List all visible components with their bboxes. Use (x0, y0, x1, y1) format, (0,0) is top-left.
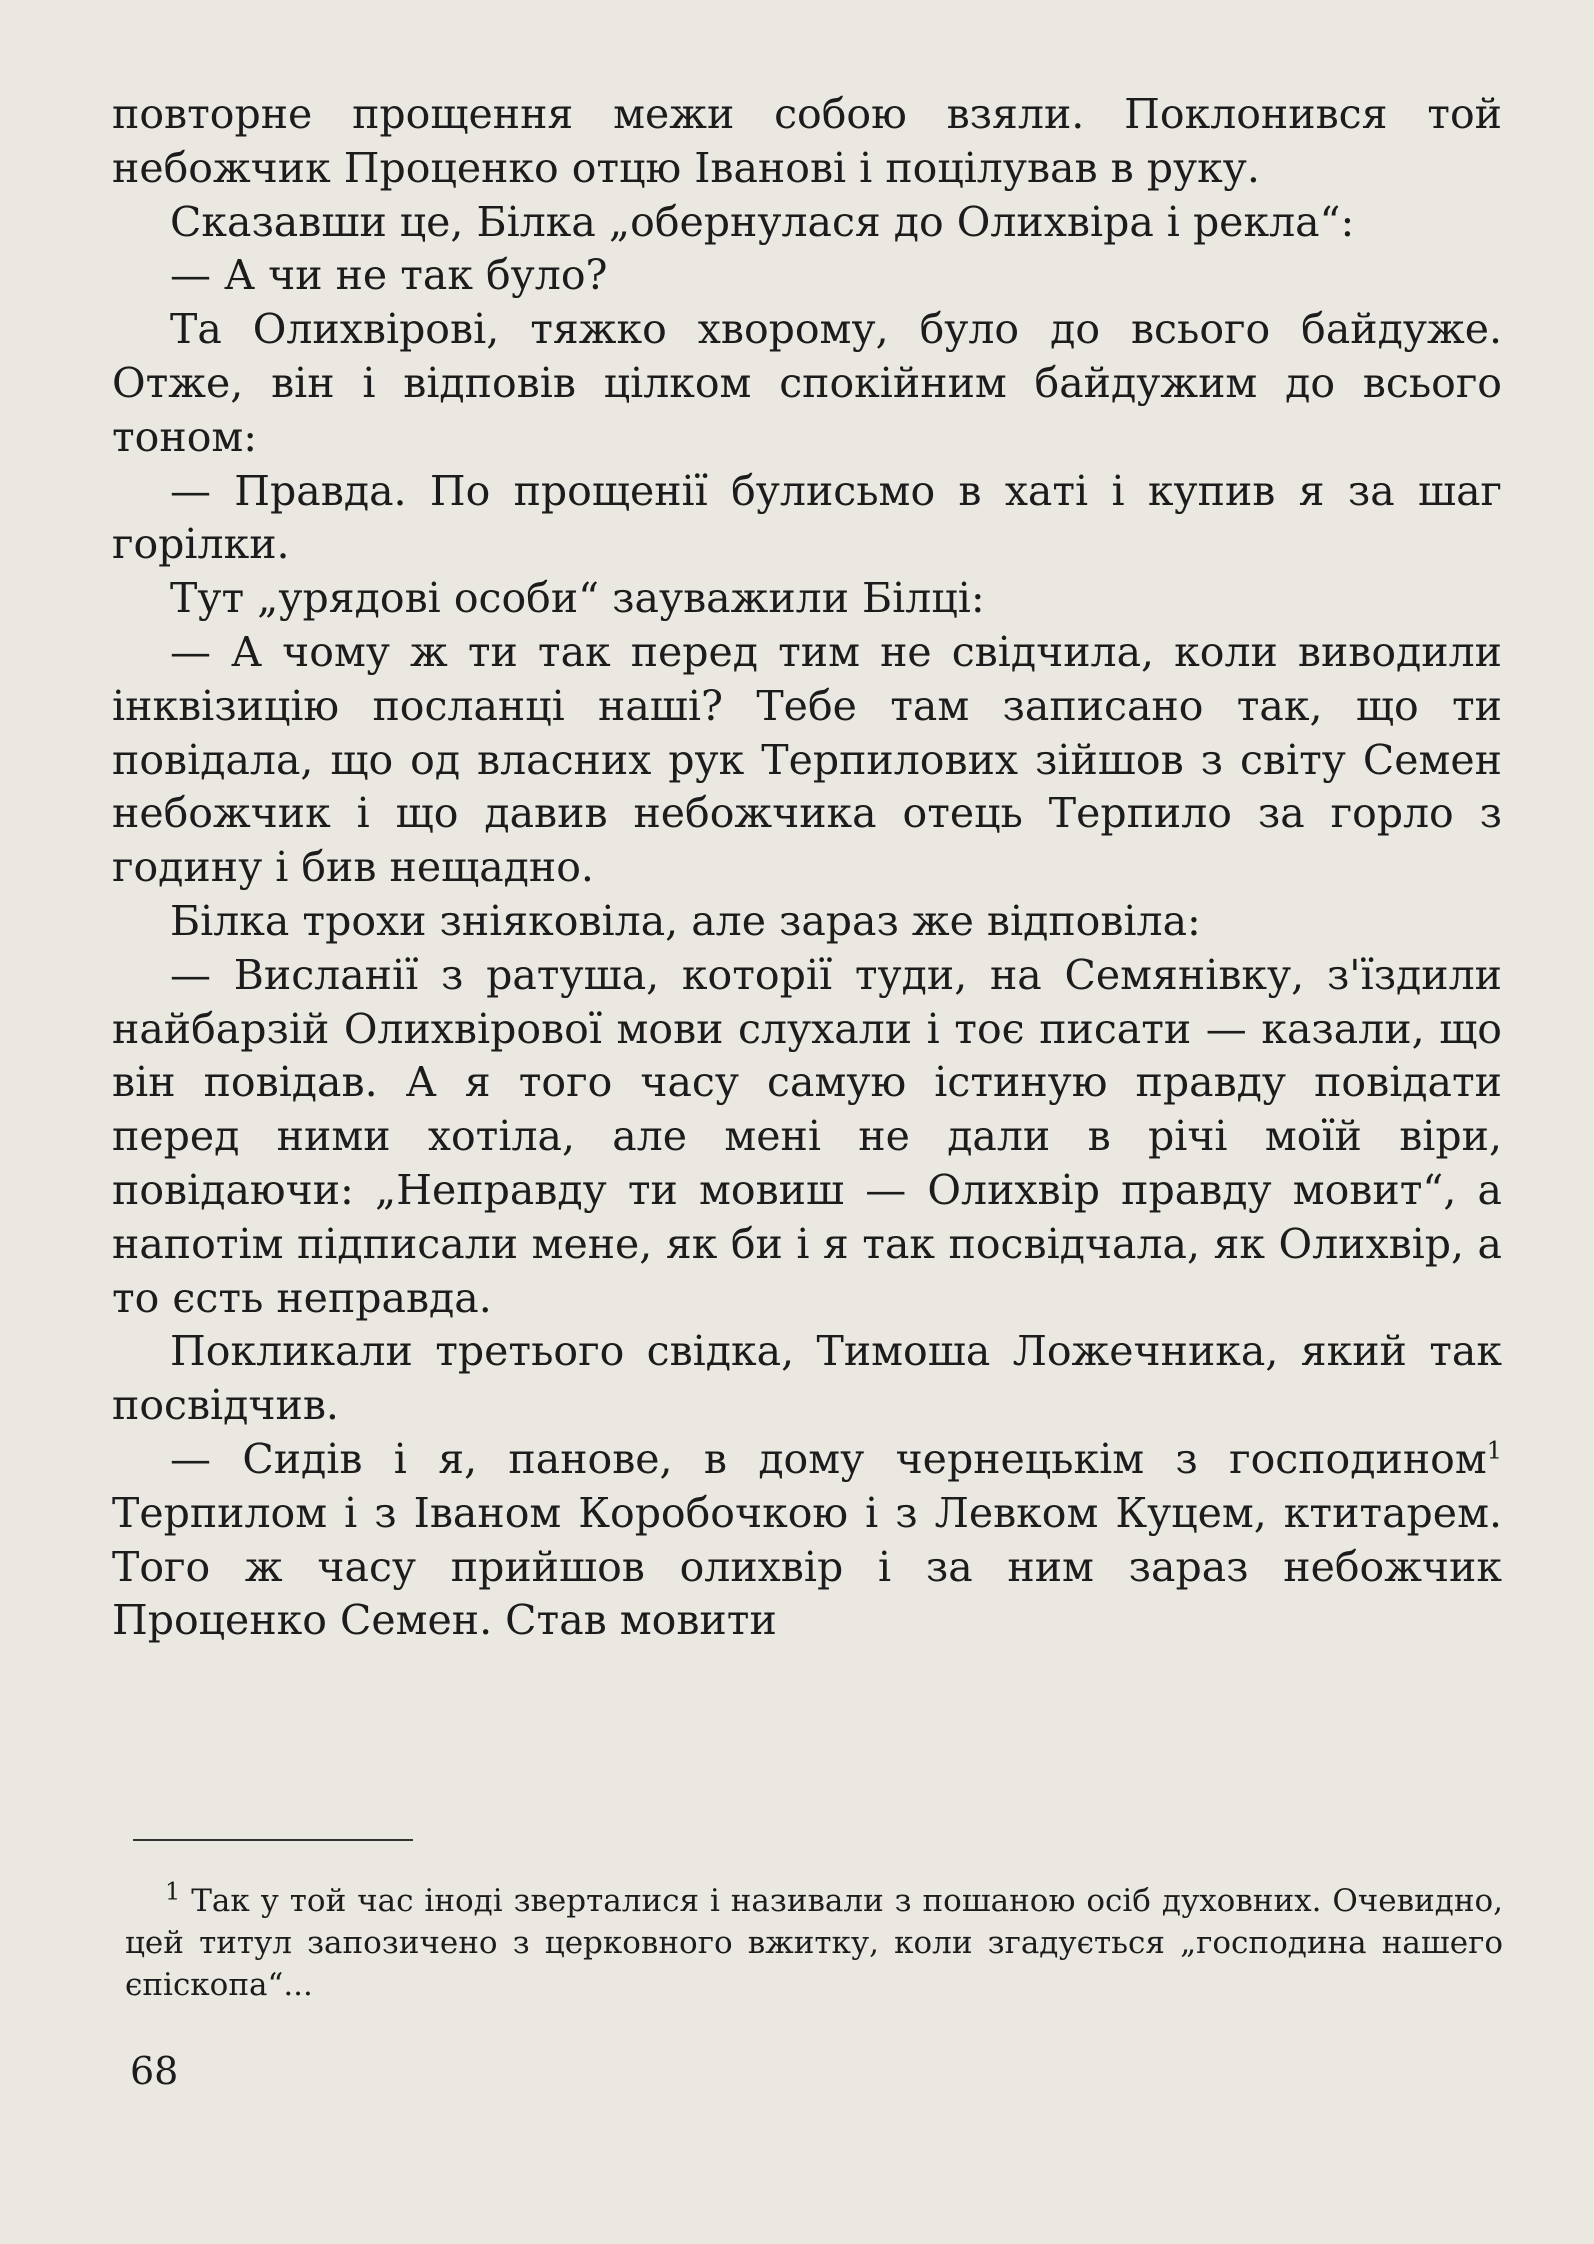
paragraph-10: Покликали третього свідка, Тимоша Ложечника, який так посвідчив. (112, 1327, 1502, 1430)
paragraph-11-end: Терпилом і з Іваном Коробочкою і з Левком Куцем, ктитарем. Того ж часу прийшов олихвір і за ним зараз небожчик Проценко Семен. Став мовити (112, 1488, 1502, 1645)
footnote-divider (133, 1839, 413, 1841)
page-number: 68 (130, 2049, 179, 2093)
footnote-reference: 1 (1486, 1436, 1502, 1465)
paragraph-4: Та Олихвірові, тяжко хворому, було до всього байдуже. Отже, він і відповів цілком спокійним байдужим до всього тоном: (112, 305, 1502, 461)
footnote-body: Так у той час іноді зверталися і називали з пошаною осіб духовних. Очевидно, цей титул запозичено з церковного вжитку, коли згадується „господина нашего єпіскопа“... (125, 1883, 1503, 2003)
paragraph-6: Тут „урядові особи“ зауважили Білці: (170, 574, 985, 623)
paragraph-3: — А чи не так було? (170, 251, 608, 300)
paragraph-9: — Висланії з ратуша, которії туди, на Семянівку, з'їздили найбарзій Олихвірової мови слухали і тоє писати — казали, що він повідав. А я того часу самую істиную правду повідати перед ними хотіла, але мені не дали в річі моїй віри, повідаючи: „Неправду ти мовиш — Олихвір правду мовит“, а напотім підписали мене, як би і я так посвідчала, як Олихвір, а то єсть неправда. (112, 950, 1502, 1322)
paragraph-5: — Правда. По прощенії булисьмо в хаті і купив я за шаг горілки. (112, 466, 1502, 569)
paragraph-2: Сказавши це, Білка „обернулася до Олихвіра і рекла“: (170, 197, 1355, 246)
paragraph-7: — А чому ж ти так перед тим не свідчила, коли виводили інквізицію посланці наші? Тебе там записано так, що ти повідала, що од власних рук Терпилових зійшов з світу Семен небожчик і що давив небожчика отець Терпило за горло з годину і бив нещадно. (112, 627, 1502, 892)
footnote-text (125, 1877, 1503, 2006)
paragraph-11-start: — Сидів і я, панове, в дому чернецькім з господином (170, 1434, 1487, 1483)
footnote (125, 1877, 1503, 2006)
paragraph-8: Білка трохи зніяковіла, але зараз же відповіла: (170, 896, 1201, 945)
body-text (112, 88, 1502, 1648)
footnote-mark: 1 (165, 1877, 181, 1906)
paragraph-11 (112, 1433, 1502, 1648)
paragraph-1: повторне прощення межи собою взяли. Поклонився той небожчик Проценко отцю Іванові і поцілував в руку. (112, 90, 1502, 192)
